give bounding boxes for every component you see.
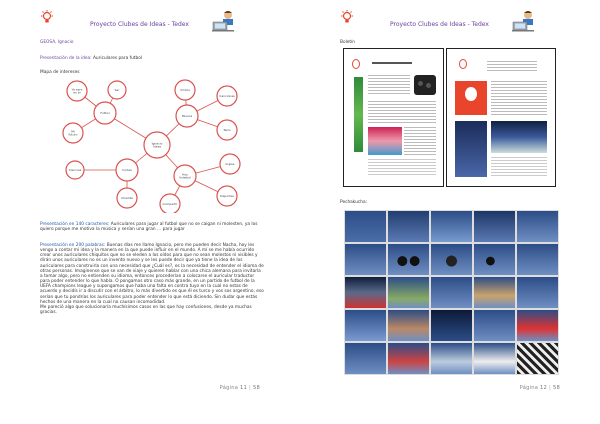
slide-thumbnail [473,309,516,342]
slide-thumbnail [516,342,559,375]
slide-thumbnail [344,243,387,276]
idea-value: Auriculares para futbol [92,56,143,61]
footer-total: 58 [552,385,560,391]
person-computer-icon [510,10,538,32]
interest-mindmap [55,78,255,213]
slide-thumbnail [387,243,430,276]
slide-thumbnail [516,210,559,243]
slide-thumbnail [473,243,516,276]
mindmap-node-label: Musica [181,114,193,118]
mindmap-node-label: Deportes [220,194,234,198]
p200-text: Buenas días me llamo Ignacio, pero me pueden decir Nacho, hoy les vengo a contar mi idea y la manera en la que puede influir en el mundo. A mí se me había ocurrido crear unos auriculares chiquitos que no se eleden a los oídos para que no sean molestos ni visibles y dirán unos auriculares no es un invento nuevo y se les puede decir que ya tiene la idea de los auriculares para construirla con una necesidad que ¿Cuál es?, es la necesidad de entender el idioma de otras personas. Imaginense que se van de viaje y quieren hablar con una chica alemana para invitarla a tomar algo, pero no entienden su idioma, entonces procederían a colocarse el auricular traductor para poder entender lo que habla. O pongamos otro caso más grande, en un partido de futbol de la UEFA champions league y supongamos que haba una falta en contra tuyo en la cual no estas de acuerdo y decidís ir a discutir con el árbitro, lo más divertido es que él es turco y vos sos argentino, eso serían que tu pondrías los auriculares para poder entender lo que está diciendo. Sin dudar que estás hechos de una manera en la cual no causan incomodidad. [40,243,264,305]
footer-label: Página [519,385,539,391]
page-footer: Página 11 | 58 [219,385,260,391]
slide-thumbnail [430,342,473,375]
text-block [368,101,436,123]
mindmap-node-label: Vinilos [180,88,190,92]
lightbulb-icon [40,10,54,26]
closing-text: Me pareció algo que solucionaría muchísimos casos en las que hay confusiones, desde ya muchas gracias. [40,304,252,316]
presentation-200 [40,243,264,315]
slide-thumbnail [516,309,559,342]
slide-thumbnail [516,276,559,309]
lightbulb-icon [459,59,467,69]
page-footer: Página 12 | 58 [519,385,560,391]
slide-thumbnail [344,210,387,243]
slide-thumbnail [473,276,516,309]
mindmap-node-label: futuro [68,132,78,137]
slide-thumbnail [344,342,387,375]
p140-text: Auriculares para jugar al futbol que no se caigan ni molesten, ya los quiero porque me motiva la música y serían una gran … para jugar [40,222,258,233]
slide-thumbnail [473,210,516,243]
text-block [491,157,547,177]
mindmap-node-label: Compartir [162,202,178,206]
photo-collage [368,127,402,155]
header-title: Proyecto Clubes de Ideas - Tedex [390,21,489,28]
slide-thumbnail [473,342,516,375]
mindmap-node-label: Hoy [182,172,188,177]
slide-thumbnail [387,276,430,309]
mindmap-node-label: Ideas [152,144,162,149]
text-block [368,159,436,177]
p140-label: Presentación en 140 caracteres: [40,222,110,227]
lightbulb-icon [340,10,354,26]
mindmap-node-label: Mi [71,129,75,134]
slide-thumbnail [387,309,430,342]
earphones-image [414,75,436,95]
crowd-photo [491,121,547,153]
mindmap-node-label: Tenis [223,128,231,132]
slide-thumbnail [430,309,473,342]
text-block [404,127,436,155]
presentation-140 [40,222,264,232]
authors: GEOSA, Ignacio [40,40,74,45]
mindmap-nodes [63,80,240,213]
mindmap-node-label: Ya sere [71,87,83,92]
newsletter-heading [372,62,412,64]
mindmap-node-label: Ser [114,88,120,92]
text-block [491,81,547,117]
red-bulb-graphic [455,81,487,115]
mindmap-node-label: Charlita [121,196,133,200]
mindmap-node-label: Ingles [225,162,235,166]
text-block [487,61,537,73]
footer-label: Página [219,385,239,391]
authors-line [40,40,73,45]
mindmap-node-label: Futbol [100,111,110,115]
mindmap-node-label: en tv [73,90,81,95]
text-block [368,75,410,95]
page-header [40,8,260,36]
mindmap-node-label: Voleibol [179,175,191,180]
slide-thumbnail [430,210,473,243]
page-right [300,0,600,424]
pechakucha-label: Pechakucha: [340,200,368,205]
green-sidebar [354,77,363,152]
header-title: Proyecto Clubes de Ideas - Tedex [90,21,189,28]
mindmap-node-label: Canciones [219,94,235,98]
mindmap-node-label: Cortes [122,168,132,172]
person-computer-icon [210,10,238,32]
slide-thumbnail [344,276,387,309]
footer-page-number: 11 [240,385,248,391]
pechakucha-grid [344,210,556,376]
boletin-label: Boletín [340,40,356,45]
idea-line [40,56,142,61]
slide-thumbnail [430,276,473,309]
idea-label: Presentación de la idea: [40,56,92,61]
newsletter-page-1 [343,48,444,187]
footer-total: 58 [252,385,260,391]
slide-thumbnail [344,309,387,342]
p200-label: Presentación en 200 palabras: [40,243,106,248]
mindmap-node-label: Ciencias [68,168,82,172]
page-header [340,8,560,36]
slide-thumbnail [387,342,430,375]
lightbulb-icon [352,59,360,69]
newsletter-page-2 [446,48,556,187]
mindmap-node-label: Ignacio [151,141,163,146]
footer-page-number: 12 [540,385,548,391]
slide-thumbnail [516,243,559,276]
slide-thumbnail [387,210,430,243]
concert-photo [455,121,487,177]
map-label: Mapa de intereses [40,70,80,75]
slide-thumbnail [430,243,473,276]
